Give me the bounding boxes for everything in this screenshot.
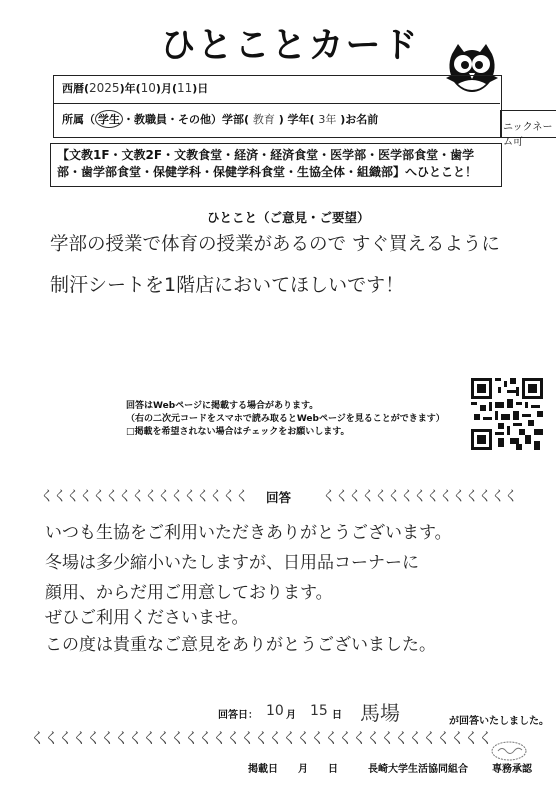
affiliation-student-option[interactable]: 学生 — [95, 110, 123, 128]
comment-line-2: 制汗シートを1階店においてほしいです！ — [50, 274, 405, 296]
answer-line-4: ぜひご利用くださいませ。 — [45, 608, 249, 628]
answer-line-1: いつも生協をご利用いただきありがとうございます。 — [45, 523, 452, 543]
posted-day-label: 日 — [328, 764, 338, 775]
faculty-field[interactable]: 教育 — [252, 113, 275, 126]
notice-line-1: 回答はWebページに掲載する場合があります。 — [126, 401, 319, 411]
nickname-label: ニックネーム可 — [503, 122, 553, 148]
reply-month-field: 10 — [266, 703, 284, 719]
approval-stamp-icon — [490, 740, 528, 762]
era-label: 西暦 — [62, 82, 84, 95]
notice-line-2: （右の二次元コードをスマホで読み取るとWebページを見ることができます） — [126, 414, 445, 424]
grade-field[interactable]: 3年 — [318, 113, 337, 126]
answer-line-2: 冬場は多少縮小いたしますが、日用品コーナーに — [45, 553, 419, 573]
answer-line-5: この度は貴重なご意見をありがとうございました。 — [45, 635, 436, 655]
posted-month-label: 月 — [298, 764, 308, 775]
answer-heading: 回答 — [266, 490, 292, 505]
responder-name: 馬場 — [360, 701, 400, 725]
reply-day-suffix: 日 — [332, 710, 342, 721]
reply-date-label: 回答日： — [218, 710, 258, 721]
affiliation-label: 所属（ — [62, 113, 95, 126]
reply-day-field: 15 — [310, 703, 328, 719]
affiliation-rest: ・教職員・その他）学部 — [123, 113, 244, 126]
location-list: 【文教1F・文教2F・文教食堂・経済・経済食堂・医学部・医学部食堂・歯学部・歯学部食堂・保健学科・保健学科食堂・生協全体・組織部】へひとこと！ — [57, 148, 478, 179]
comment-heading: ひとこと（ご意見・ご要望） — [207, 210, 370, 225]
card-title: ひとことカード — [160, 26, 420, 66]
day-suffix: 日 — [197, 82, 209, 95]
notice-line-3: □掲載を希望されない場合はチェックをお願いします。 — [126, 427, 350, 437]
posted-date-label: 掲載日 — [248, 764, 278, 775]
info-divider — [53, 103, 500, 104]
date-row: 西暦(2025)年(10)月(11)日 — [62, 81, 209, 95]
comment-line-1: 学部の授業で体育の授業があるので すぐ買えるように — [50, 234, 500, 255]
affiliation-row: 所属（ 学生 ・教職員・その他）学部( 教育 ) 学年( 3年 )お名前 — [62, 110, 378, 128]
reply-month-suffix: 月 — [286, 710, 296, 721]
answer-zigzag-right: くくくくくくくくくくくくくくく — [322, 489, 517, 505]
bottom-zigzag: くくくくくくくくくくくくくくくくくくくくくくくくくくくくくくくくく — [30, 729, 493, 747]
answer-line-3: 顔用、からだ用ご用意しております。 — [45, 583, 333, 603]
answer-zigzag-left: くくくくくくくくくくくくくくくく — [40, 489, 248, 505]
approval-label: 専務承認 — [492, 764, 532, 775]
qr-code-icon[interactable] — [471, 378, 543, 450]
day-field[interactable]: 11 — [176, 81, 193, 95]
name-label: お名前 — [345, 113, 379, 126]
month-suffix: 月 — [160, 82, 172, 95]
grade-label: 学年 — [287, 113, 310, 126]
year-suffix: 年 — [124, 82, 136, 95]
month-field[interactable]: 10 — [140, 81, 156, 95]
organization-name: 長崎大学生活協同組合 — [368, 764, 468, 775]
year-field[interactable]: 2025 — [89, 81, 120, 95]
reply-suffix: が回答いたしました。 — [449, 716, 549, 727]
